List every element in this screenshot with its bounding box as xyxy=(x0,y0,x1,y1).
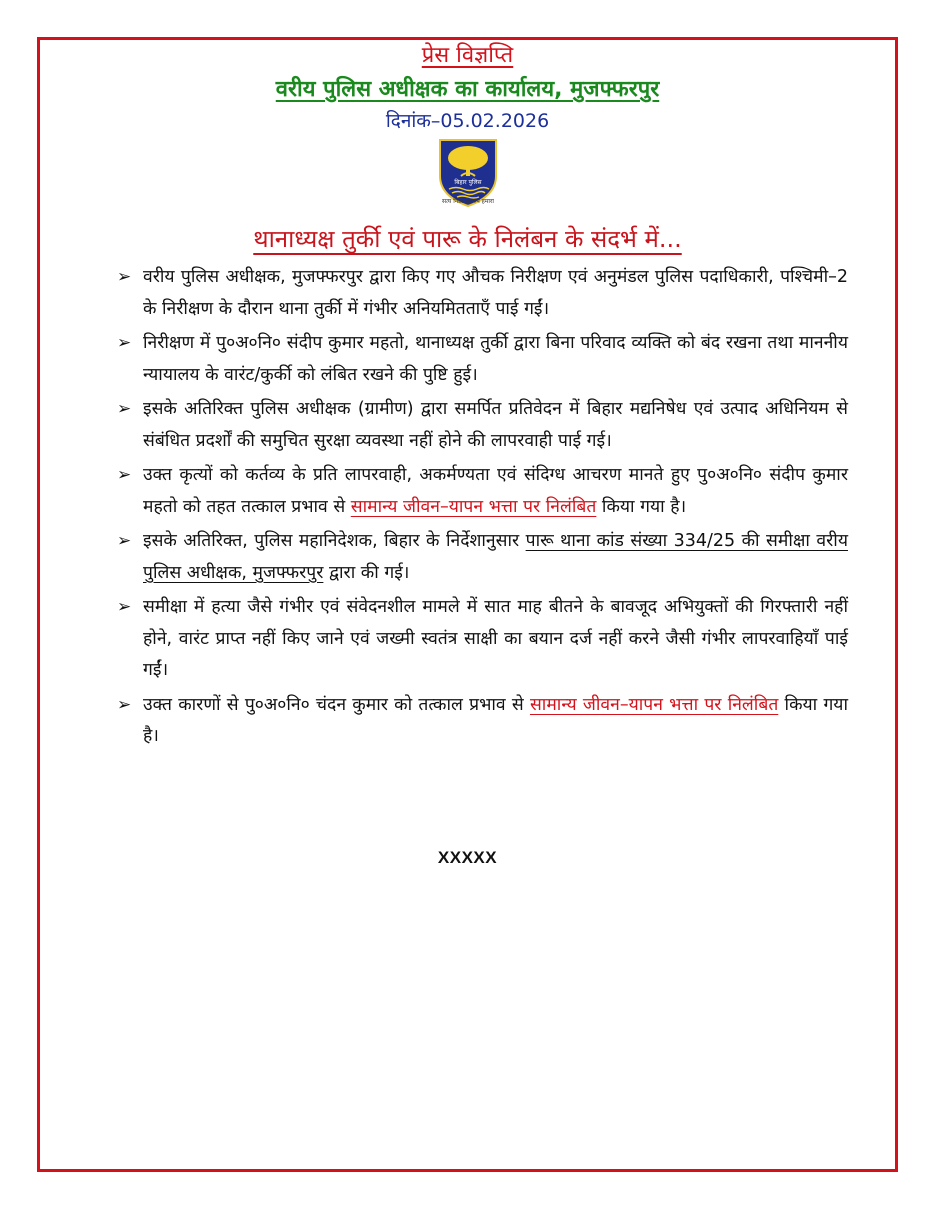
arrow-bullet-icon: ➢ xyxy=(117,531,132,551)
bullet-list xyxy=(115,262,848,756)
bullet-item xyxy=(115,262,848,325)
bullet-text: इसके अतिरिक्त, पुलिस महानिदेशक, बिहार के निर्देशानुसार xyxy=(143,531,526,551)
subject-text: थानाध्यक्ष तुर्की एवं पारू के निलंबन के संदर्भ में... xyxy=(253,225,682,253)
press-release-title: प्रेस विज्ञप्ति xyxy=(421,43,514,68)
bullet-text: निरीक्षण में पु०अ०नि० संदीप कुमार महतो, थानाध्यक्ष तुर्की द्वारा बिना परिवाद व्यक्ति को बंद रखना तथा माननीय न्यायालय के वारंट/कुर्की को लंबित रखने की पुष्टि हुई। xyxy=(143,333,848,385)
bullet-text: समीक्षा में हत्या जैसे गंभीर एवं संवेदनशील मामले में सात माह बीतने के बावजूद अभियुक्तों की गिरफ्तारी नहीं होने, वारंट प्राप्त नहीं किए जाने एवं जख्मी स्वतंत्र साक्षी का बयान दर्ज नहीं करने जैसी गंभीर लापरवाहियाँ पाई गईं। xyxy=(143,597,848,680)
arrow-bullet-icon: ➢ xyxy=(117,597,132,617)
bullet-text-end: किया गया है। xyxy=(143,694,848,746)
emblem-motto: सत्य निष्ठा संकल्प हमारा xyxy=(442,198,494,205)
svg-text:बिहार पुलिस: बिहार पुलिस xyxy=(454,179,482,186)
bullet-text: उक्त कारणों से पु०अ०नि० चंदन कुमार को तत्काल प्रभाव से xyxy=(143,694,530,715)
bullet-text: इसके अतिरिक्त पुलिस अधीक्षक (ग्रामीण) द्वारा समर्पित प्रतिवेदन में बिहार मद्यनिषेध एवं उत्पाद अधिनियम से संबंधित प्रदर्शों की समुचित सुरक्षा व्यवस्था नहीं होने की लापरवाही पाई गई। xyxy=(143,399,848,451)
case-review-underlined: पारू थाना कांड संख्या 334/25 की समीक्षा वरीय पुलिस अधीक्षक, मुजफ्फरपुर xyxy=(143,531,848,583)
bullet-item xyxy=(115,690,848,753)
bullet-text: वरीय पुलिस अधीक्षक, मुजफ्फरपुर द्वारा किए गए औचक निरीक्षण एवं अनुमंडल पुलिस पदाधिकारी, पश्चिमी–2 के निरीक्षण के दौरान थाना तुर्की में गंभीर अनियमितताएँ पाई गईं। xyxy=(143,267,848,319)
suspension-highlight: सामान्य जीवन–यापन भत्ता पर निलंबित xyxy=(350,496,597,517)
arrow-bullet-icon: ➢ xyxy=(117,694,132,715)
bullet-item xyxy=(115,526,848,589)
bullet-item xyxy=(115,460,848,523)
release-date: दिनांक–05.02.2026 xyxy=(385,110,550,132)
bullet-item xyxy=(115,394,848,457)
bullet-text-end: द्वारा की गई। xyxy=(323,562,410,583)
signoff-mark: XXXXX xyxy=(437,848,498,867)
arrow-bullet-icon: ➢ xyxy=(117,267,132,287)
bullet-text-end: किया गया है। xyxy=(596,496,687,517)
bullet-item xyxy=(115,592,848,687)
office-title: वरीय पुलिस अधीक्षक का कार्यालय, मुजफ्फरपुर xyxy=(275,77,660,102)
suspension-highlight: सामान्य जीवन–यापन भत्ता पर निलंबित xyxy=(529,694,779,715)
arrow-bullet-icon: ➢ xyxy=(117,465,132,485)
bullet-item xyxy=(115,328,848,391)
arrow-bullet-icon: ➢ xyxy=(117,333,132,353)
subject-heading xyxy=(0,221,935,257)
bullet-text: उक्त कृत्यों को कर्तव्य के प्रति लापरवाही, अकर्मण्यता एवं संदिग्ध आचरण मानते हुए पु०अ०नि० संदीप कुमार महतो को तहत तत्काल प्रभाव से xyxy=(143,465,848,517)
arrow-bullet-icon: ➢ xyxy=(117,399,132,419)
